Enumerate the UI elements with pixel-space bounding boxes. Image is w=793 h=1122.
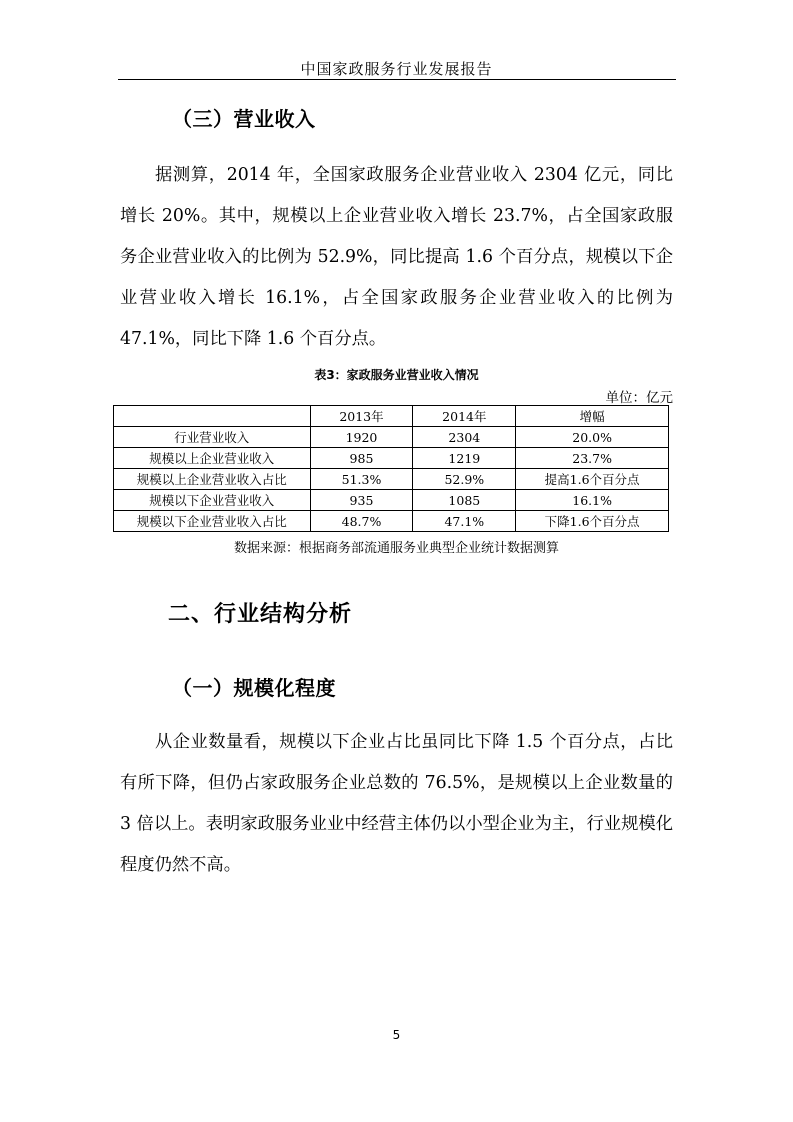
- table-header-row: [114, 406, 669, 427]
- table-cell: 规模以下企业营业收入: [114, 490, 311, 511]
- heading-operating-revenue: （三）营业收入: [172, 107, 316, 131]
- revenue-table: [113, 405, 669, 532]
- table-cell: 985: [310, 448, 413, 469]
- paragraph-operating-revenue: 据测算，2014 年，全国家政服务企业营业收入 2304 亿元，同比增长 20%。其中，规模以上企业营业收入增长 23.7%，占全国家政服务企业营业收入的比例为 52.9%，同比提高 1.6 个百分点，规模以下企业营业收入增长 16.1%，占全国家政服务企业营业收入的比例为 47.1%，同比下降 1.6 个百分点。: [120, 165, 673, 349]
- running-header: 中国家政服务行业发展报告: [300, 60, 493, 78]
- table-cell: 行业营业收入: [114, 427, 311, 448]
- table-cell: 规模以下企业营业收入占比: [114, 511, 311, 532]
- table-caption: 表3：家政服务业营业收入情况: [314, 368, 479, 382]
- table-cell: 规模以上企业营业收入: [114, 448, 311, 469]
- table-row: [114, 490, 669, 511]
- table-cell: 52.9%: [413, 469, 516, 490]
- table-row: [114, 427, 669, 448]
- table-unit: 单位：亿元: [605, 390, 673, 406]
- table-cell: 规模以上企业营业收入占比: [114, 469, 311, 490]
- header-rule: [118, 79, 676, 80]
- table-source-note: 数据来源：根据商务部流通服务业典型企业统计数据测算: [233, 541, 559, 556]
- table-cell: 935: [310, 490, 413, 511]
- table-header-cell: 增幅: [516, 406, 669, 427]
- table-row: [114, 469, 669, 490]
- table-cell: 提高1.6个百分点: [516, 469, 669, 490]
- table-cell: 1920: [310, 427, 413, 448]
- table-cell: 23.7%: [516, 448, 669, 469]
- heading-scale-degree: （一）规模化程度: [172, 676, 336, 700]
- table-cell: 16.1%: [516, 490, 669, 511]
- table-cell: 20.0%: [516, 427, 669, 448]
- table-header-cell: [114, 406, 311, 427]
- paragraph-scale-degree: 从企业数量看，规模以下企业占比虽同比下降 1.5 个百分点，占比有所下降，但仍占家政服务企业总数的 76.5%，是规模以上企业数量的 3 倍以上。表明家政服务业业中经营主体仍以小型企业为主，行业规模化程度仍然不高。: [120, 732, 673, 875]
- table-cell: 48.7%: [310, 511, 413, 532]
- table-cell: 2304: [413, 427, 516, 448]
- table-cell: 下降1.6个百分点: [516, 511, 669, 532]
- table-cell: 47.1%: [413, 511, 516, 532]
- table-row: [114, 511, 669, 532]
- table-row: [114, 448, 669, 469]
- table-header-cell: 2013年: [310, 406, 413, 427]
- table-cell: 51.3%: [310, 469, 413, 490]
- table-cell: 1219: [413, 448, 516, 469]
- table-cell: 1085: [413, 490, 516, 511]
- table-header-cell: 2014年: [413, 406, 516, 427]
- heading-industry-structure: 二、行业结构分析: [168, 602, 353, 627]
- page-number: 5: [392, 1028, 401, 1042]
